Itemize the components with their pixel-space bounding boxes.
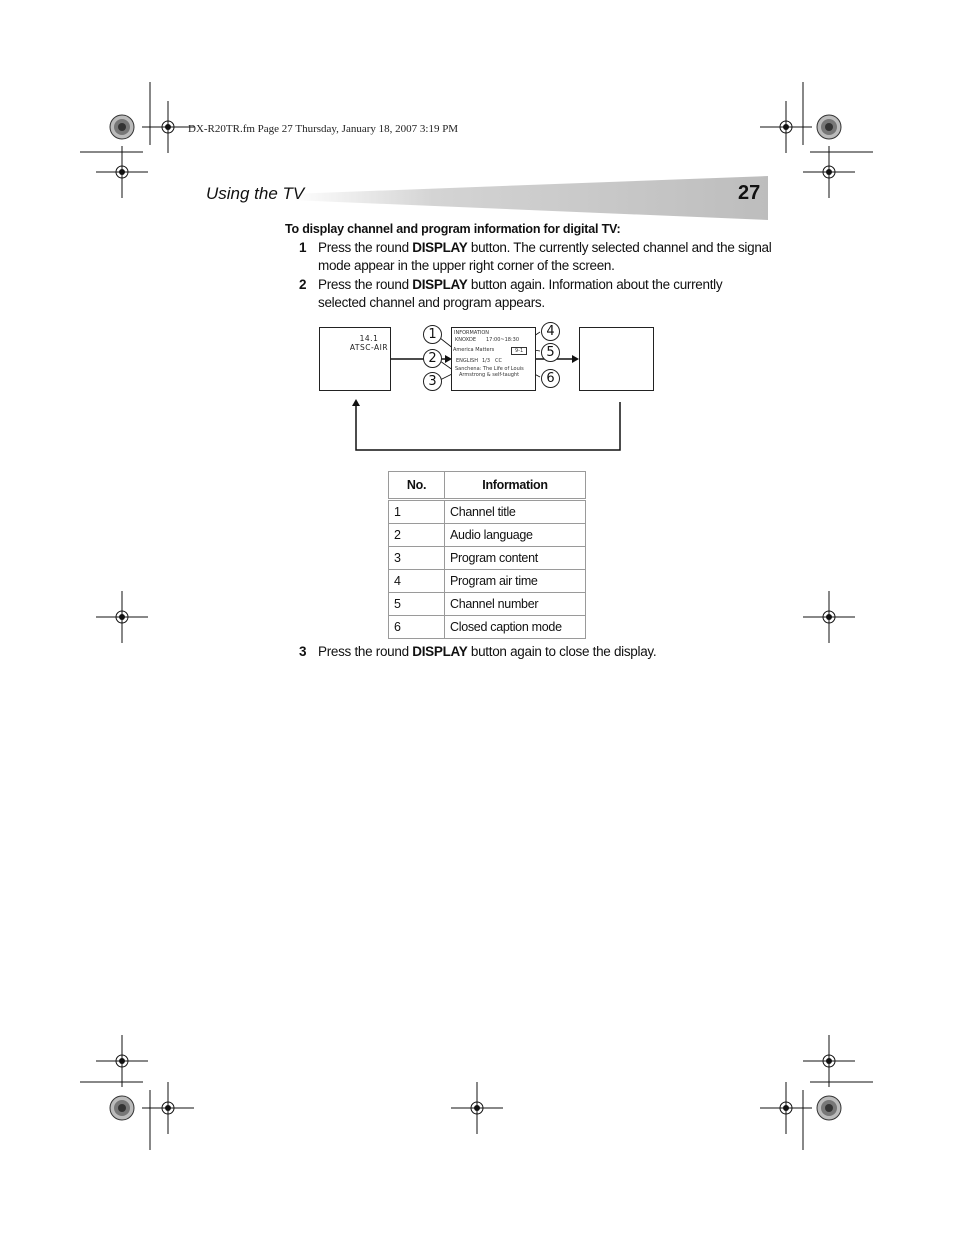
callout-6: 6 — [541, 369, 560, 388]
tv-screen-blank — [579, 327, 654, 391]
callout-4: 4 — [541, 322, 560, 341]
channel-number-text: 14.1 — [359, 334, 379, 343]
info-program-content-1: Sanchena: The Life of Louis — [455, 366, 524, 372]
column-header-no: No. — [389, 472, 445, 500]
info-table — [388, 471, 586, 639]
step-1 — [299, 239, 779, 277]
step-3 — [299, 643, 779, 663]
callout-5: 5 — [541, 343, 560, 362]
row-number: 4 — [389, 570, 445, 593]
info-audio-track: 1/3 — [482, 358, 491, 364]
info-program-name: America Matters — [453, 347, 495, 353]
info-air-time: 17:00~18:30 — [486, 337, 520, 343]
callout-2: 2 — [423, 349, 442, 368]
info-channel-number: 9-1 — [511, 347, 527, 355]
info-channel-title: KNOXDE — [455, 337, 477, 343]
info-audio-language: ENGLISH — [456, 358, 478, 364]
table-row — [389, 593, 586, 616]
tv-screen-info — [451, 327, 536, 391]
section-title: Using the TV — [206, 184, 305, 203]
row-information: Program content — [445, 547, 586, 570]
page-number: 27 — [738, 182, 761, 204]
table-row — [389, 570, 586, 593]
display-diagram — [300, 318, 680, 458]
tv-screen-channel — [319, 327, 391, 391]
row-number: 1 — [389, 500, 445, 524]
step-text: Press the round DISPLAY button. The currently selected channel and the signal mode appear in the upper right corner of the screen. — [318, 240, 772, 273]
row-information: Channel title — [445, 500, 586, 524]
signal-mode-text: ATSC-AIR — [349, 343, 389, 352]
table-header-row — [389, 472, 586, 500]
row-number: 2 — [389, 524, 445, 547]
info-title: INFORMATION — [454, 330, 490, 336]
display-button-label: DISPLAY — [412, 240, 468, 255]
file-slug: DX-R20TR.fm Page 27 Thursday, January 18, 2007 3:19 PM — [188, 123, 459, 135]
table-row — [389, 547, 586, 570]
row-information: Channel number — [445, 593, 586, 616]
step-text: Press the round DISPLAY button again to close the display. — [318, 644, 657, 659]
row-information: Audio language — [445, 524, 586, 547]
display-button-label: DISPLAY — [412, 644, 468, 659]
info-cc-mode: CC — [495, 358, 502, 364]
step-number: 1 — [299, 240, 307, 255]
display-button-label: DISPLAY — [412, 277, 468, 292]
row-number: 3 — [389, 547, 445, 570]
step-number: 2 — [299, 277, 307, 292]
info-program-content-2: Armstrong & self-taught — [459, 372, 520, 378]
row-number: 5 — [389, 593, 445, 616]
procedure-heading: To display channel and program information for digital TV: — [285, 222, 621, 236]
table-row — [389, 524, 586, 547]
column-header-information: Information — [445, 472, 586, 500]
row-information: Closed caption mode — [445, 616, 586, 639]
row-information: Program air time — [445, 570, 586, 593]
table-row — [389, 616, 586, 639]
step-2 — [299, 276, 779, 314]
step-number: 3 — [299, 644, 307, 659]
row-number: 6 — [389, 616, 445, 639]
callout-1: 1 — [423, 325, 442, 344]
table-row — [389, 500, 586, 524]
callout-3: 3 — [423, 372, 442, 391]
step-text: Press the round DISPLAY button again. Information about the currently selected channel and program appears. — [318, 277, 723, 310]
